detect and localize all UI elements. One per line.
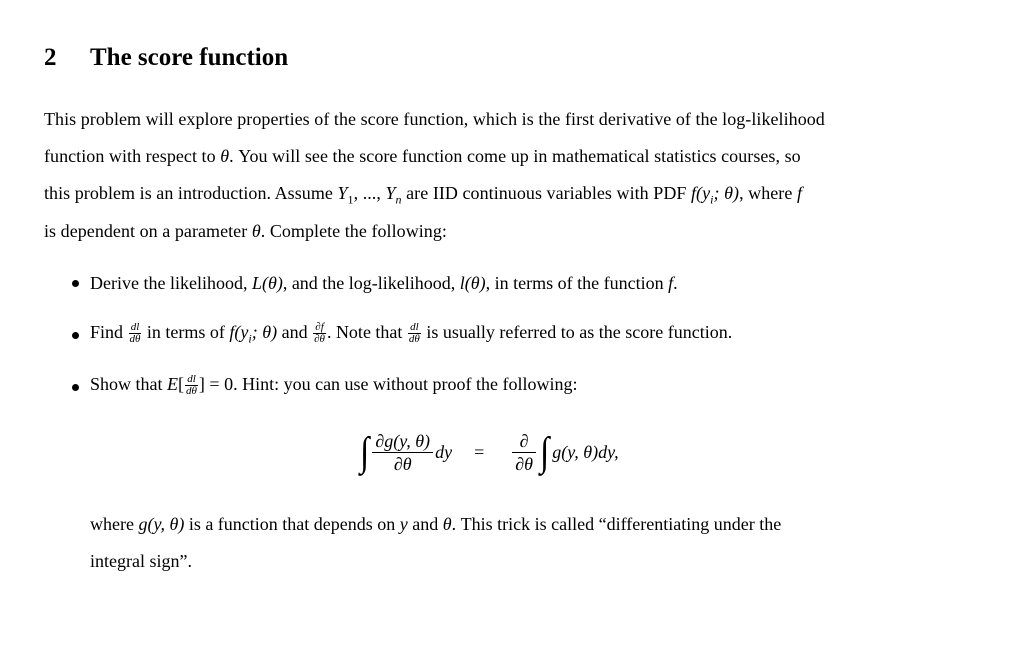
bullet-dot xyxy=(72,384,79,391)
math-bracket: ] xyxy=(198,374,205,394)
paragraph-line-4 xyxy=(44,221,447,242)
integral-sign: ∫ xyxy=(539,429,550,475)
paragraph-text: and xyxy=(407,514,443,534)
paragraph-text: . This trick is called “differentiating under the xyxy=(451,514,782,534)
paragraph-text: function with respect to xyxy=(44,146,221,166)
section-heading xyxy=(44,44,288,72)
math-dy: dy xyxy=(435,442,453,462)
paragraph-text: , ..., xyxy=(353,183,386,203)
bullet-text: . Note that xyxy=(326,322,407,342)
bullet-text: is usually referred to as the score function. xyxy=(421,322,733,342)
math-sub: i xyxy=(248,331,252,346)
fraction-dl-dtheta: $\frac{dl}{d\theta}$ xyxy=(129,321,141,346)
math-pdf: ; θ) xyxy=(251,322,278,342)
bullet-dot xyxy=(72,280,79,287)
math-expectation: E xyxy=(167,374,179,394)
bullet-text: , in terms of the function xyxy=(485,273,669,293)
bullet-dot xyxy=(72,332,79,339)
math-pdf: f(y xyxy=(229,322,249,342)
bullet-text: . xyxy=(673,273,678,293)
fraction-df-dtheta: $\frac{\partial f}{\partial\theta}$ xyxy=(314,321,325,346)
paragraph-text: is a function that depends on xyxy=(184,514,400,534)
math-bracket: [ xyxy=(178,374,185,394)
fraction-dl-dtheta: $\frac{dl}{d\theta}$ xyxy=(408,321,420,346)
math-likelihood: L(θ) xyxy=(251,273,283,293)
paragraph-text: where xyxy=(90,514,139,534)
section-title: The score function xyxy=(90,44,289,71)
bullet-item-3 xyxy=(90,374,578,397)
paragraph-text: This problem will explore properties of the score function, which is the first derivative of the log-likelihood xyxy=(44,109,825,129)
math-g: g(y, θ) xyxy=(138,514,185,534)
math-sub: i xyxy=(710,192,714,207)
paragraph-text: , where xyxy=(739,183,797,203)
display-equation xyxy=(360,430,619,475)
math-g-expression: g(y, θ)dy, xyxy=(552,442,619,462)
math-theta: θ xyxy=(442,514,452,534)
math-pdf: ; θ) xyxy=(713,183,740,203)
bullet-item-1 xyxy=(90,273,678,294)
bullet-text: in terms of xyxy=(142,322,230,342)
paragraph-text: . You will see the score function come up in mathematical statistics courses, so xyxy=(229,146,801,166)
bullet-item-2 xyxy=(90,322,732,347)
fraction-partial-dtheta: ∂ ∂θ xyxy=(512,430,536,475)
after-line-2 xyxy=(90,551,192,572)
math-log-likelihood: l(θ) xyxy=(459,273,486,293)
integral-sign: ∫ xyxy=(360,429,370,475)
bullet-text: Show that xyxy=(90,374,168,394)
fraction-dg-dtheta: $\frac{\partial g(y, \theta)}{\partial\theta}$ xyxy=(372,430,433,475)
math-theta: θ xyxy=(251,221,261,241)
section-number: 2 xyxy=(44,44,57,71)
after-line-1 xyxy=(90,514,781,535)
math-y: y xyxy=(399,514,408,534)
paragraph-text: integral sign”. xyxy=(90,551,192,571)
bullet-text: Derive the likelihood, xyxy=(90,273,252,293)
math-pdf: f(y xyxy=(691,183,711,203)
math-sub: 1 xyxy=(347,192,354,207)
paragraph-text: this problem is an introduction. Assume xyxy=(44,183,338,203)
bullet-text: Find xyxy=(90,322,128,342)
fraction-dl-dtheta: $\frac{dl}{d\theta}$ xyxy=(186,373,197,398)
math-var: Y xyxy=(337,183,348,203)
paragraph-line-3 xyxy=(44,183,802,208)
paragraph-text: is dependent on a parameter xyxy=(44,221,252,241)
math-theta: θ xyxy=(220,146,230,166)
math-sub: n xyxy=(395,192,402,207)
paragraph-line-1 xyxy=(44,109,825,130)
bullet-text: and xyxy=(277,322,313,342)
paragraph-text: are IID continuous variables with PDF xyxy=(401,183,691,203)
math-f: f xyxy=(668,273,674,293)
math-var: Y xyxy=(385,183,396,203)
bullet-text: , and the log-likelihood, xyxy=(282,273,460,293)
bullet-text: = 0. Hint: you can use without proof the following: xyxy=(204,374,578,394)
paragraph-line-2 xyxy=(44,146,801,167)
math-f: f xyxy=(796,183,802,203)
equals-sign: = xyxy=(474,442,485,462)
paragraph-text: . Complete the following: xyxy=(260,221,447,241)
